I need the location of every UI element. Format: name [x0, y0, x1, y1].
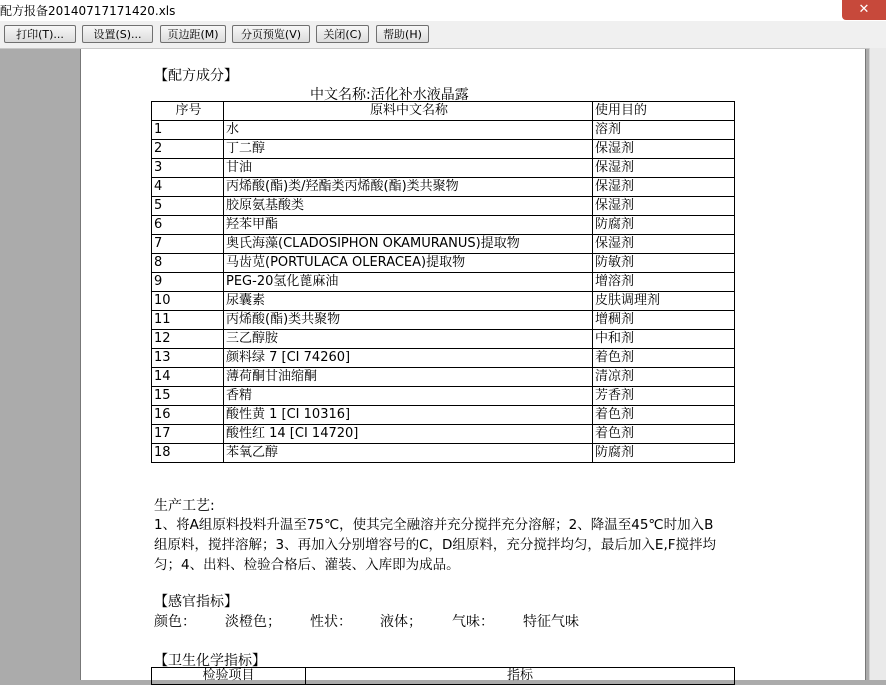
form-label: 性状：	[310, 614, 352, 630]
formula-table-row	[152, 349, 735, 368]
row-seq-cell: 18	[152, 444, 224, 463]
product-chinese-name: 中文名称:活化补水液晶露	[310, 87, 469, 103]
window-close-button[interactable]	[842, 0, 886, 20]
row-purpose-cell: 保湿剂	[593, 235, 735, 254]
formula-table-row	[152, 368, 735, 387]
formula-table-row	[152, 159, 735, 178]
formula-table-row	[152, 311, 735, 330]
row-purpose-cell: 保湿剂	[593, 197, 735, 216]
hygiene-section-title: 【卫生化学指标】	[154, 653, 266, 669]
row-seq-cell: 13	[152, 349, 224, 368]
odor-value: 特征气味	[523, 614, 579, 630]
row-seq-cell: 4	[152, 178, 224, 197]
page-break-preview-button[interactable]: 分页预览(V)	[232, 25, 310, 43]
setup-button[interactable]: 设置(S)...	[82, 25, 153, 43]
formula-table-row	[152, 406, 735, 425]
formula-table-row	[152, 140, 735, 159]
close-preview-button[interactable]: 关闭(C)	[316, 25, 369, 43]
row-seq-cell: 11	[152, 311, 224, 330]
row-ingredient-cell: 马齿苋(PORTULACA OLERACEA)提取物	[224, 254, 593, 273]
formula-table-row	[152, 330, 735, 349]
formula-table	[151, 101, 735, 463]
print-button[interactable]: 打印(T)...	[4, 25, 76, 43]
row-seq-cell: 16	[152, 406, 224, 425]
row-purpose-cell: 中和剂	[593, 330, 735, 349]
hygiene-header-item: 检验项目	[152, 668, 306, 685]
window-title: 配方报备20140717171420.xls	[0, 4, 176, 18]
row-ingredient-cell: 苯氧乙醇	[224, 444, 593, 463]
row-ingredient-cell: 薄荷酮甘油缩酮	[224, 368, 593, 387]
hygiene-table	[151, 667, 735, 685]
row-seq-cell: 5	[152, 197, 224, 216]
color-value: 淡橙色；	[225, 614, 281, 630]
hygiene-header-index: 指标	[306, 668, 735, 685]
row-ingredient-cell: 三乙醇胺	[224, 330, 593, 349]
formula-table-row	[152, 235, 735, 254]
row-ingredient-cell: 奥氏海藻(CLADOSIPHON OKAMURANUS)提取物	[224, 235, 593, 254]
close-icon: ✕	[858, 2, 870, 17]
row-ingredient-cell: 颜料绿 7 [CI 74260]	[224, 349, 593, 368]
row-purpose-cell: 防敏剂	[593, 254, 735, 273]
row-purpose-cell: 保湿剂	[593, 159, 735, 178]
row-purpose-cell: 增稠剂	[593, 311, 735, 330]
odor-label: 气味：	[452, 614, 494, 630]
header-ingredient-name: 原料中文名称	[224, 102, 593, 121]
row-purpose-cell: 芳香剂	[593, 387, 735, 406]
formula-table-row	[152, 425, 735, 444]
row-ingredient-cell: 尿囊素	[224, 292, 593, 311]
margins-button[interactable]: 页边距(M)	[160, 25, 226, 43]
process-section-title: 生产工艺:	[154, 498, 215, 514]
formula-table-row	[152, 121, 735, 140]
formula-table-row	[152, 197, 735, 216]
sensory-section-title: 【感官指标】	[154, 594, 238, 610]
row-purpose-cell: 着色剂	[593, 406, 735, 425]
header-purpose: 使用目的	[593, 102, 735, 121]
preview-page	[80, 49, 866, 683]
color-label: 颜色：	[154, 614, 196, 630]
process-text: 1、将A组原料投料升温至75℃，使其完全融溶并充分搅拌充分溶解；2、降温至45℃时加入B组原料，搅拌溶解；3、再加入分别增容号的C，D组原料，充分搅拌均匀，最后加入E,F搅拌均匀；4、出料、检验合格后、灌装、入库即为成品。	[154, 517, 716, 573]
hygiene-table-header-row	[152, 668, 735, 685]
formula-table-row	[152, 254, 735, 273]
row-purpose-cell: 着色剂	[593, 425, 735, 444]
row-seq-cell: 9	[152, 273, 224, 292]
row-ingredient-cell: 胶原氨基酸类	[224, 197, 593, 216]
row-ingredient-cell: PEG-20氢化蓖麻油	[224, 273, 593, 292]
row-ingredient-cell: 羟苯甲酯	[224, 216, 593, 235]
row-purpose-cell: 清凉剂	[593, 368, 735, 387]
row-seq-cell: 1	[152, 121, 224, 140]
formula-table-row	[152, 216, 735, 235]
row-purpose-cell: 保湿剂	[593, 178, 735, 197]
vertical-scrollbar[interactable]	[869, 48, 886, 680]
help-button[interactable]: 帮助(H)	[376, 25, 429, 43]
row-ingredient-cell: 甘油	[224, 159, 593, 178]
row-seq-cell: 14	[152, 368, 224, 387]
row-ingredient-cell: 丙烯酸(酯)类/羟酯类丙烯酸(酯)类共聚物	[224, 178, 593, 197]
row-purpose-cell: 保湿剂	[593, 140, 735, 159]
header-seq: 序号	[152, 102, 224, 121]
row-purpose-cell: 防腐剂	[593, 216, 735, 235]
row-seq-cell: 15	[152, 387, 224, 406]
row-purpose-cell: 着色剂	[593, 349, 735, 368]
row-seq-cell: 8	[152, 254, 224, 273]
row-ingredient-cell: 丙烯酸(酯)类共聚物	[224, 311, 593, 330]
row-seq-cell: 2	[152, 140, 224, 159]
formula-table-row	[152, 387, 735, 406]
title-bar	[0, 0, 886, 21]
formula-table-row	[152, 178, 735, 197]
row-seq-cell: 10	[152, 292, 224, 311]
row-ingredient-cell: 水	[224, 121, 593, 140]
row-ingredient-cell: 香精	[224, 387, 593, 406]
row-seq-cell: 6	[152, 216, 224, 235]
row-purpose-cell: 皮肤调理剂	[593, 292, 735, 311]
form-value: 液体；	[380, 614, 422, 630]
row-ingredient-cell: 丁二醇	[224, 140, 593, 159]
formula-table-header-row	[152, 102, 735, 121]
formula-table-row	[152, 444, 735, 463]
formula-table-row	[152, 292, 735, 311]
row-purpose-cell: 溶剂	[593, 121, 735, 140]
row-seq-cell: 12	[152, 330, 224, 349]
print-preview-toolbar	[0, 21, 886, 49]
row-seq-cell: 3	[152, 159, 224, 178]
row-seq-cell: 17	[152, 425, 224, 444]
row-ingredient-cell: 酸性黄 1 [CI 10316]	[224, 406, 593, 425]
row-seq-cell: 7	[152, 235, 224, 254]
formula-table-row	[152, 273, 735, 292]
row-ingredient-cell: 酸性红 14 [CI 14720]	[224, 425, 593, 444]
row-purpose-cell: 增溶剂	[593, 273, 735, 292]
formula-section-title: 【配方成分】	[154, 68, 238, 84]
row-purpose-cell: 防腐剂	[593, 444, 735, 463]
